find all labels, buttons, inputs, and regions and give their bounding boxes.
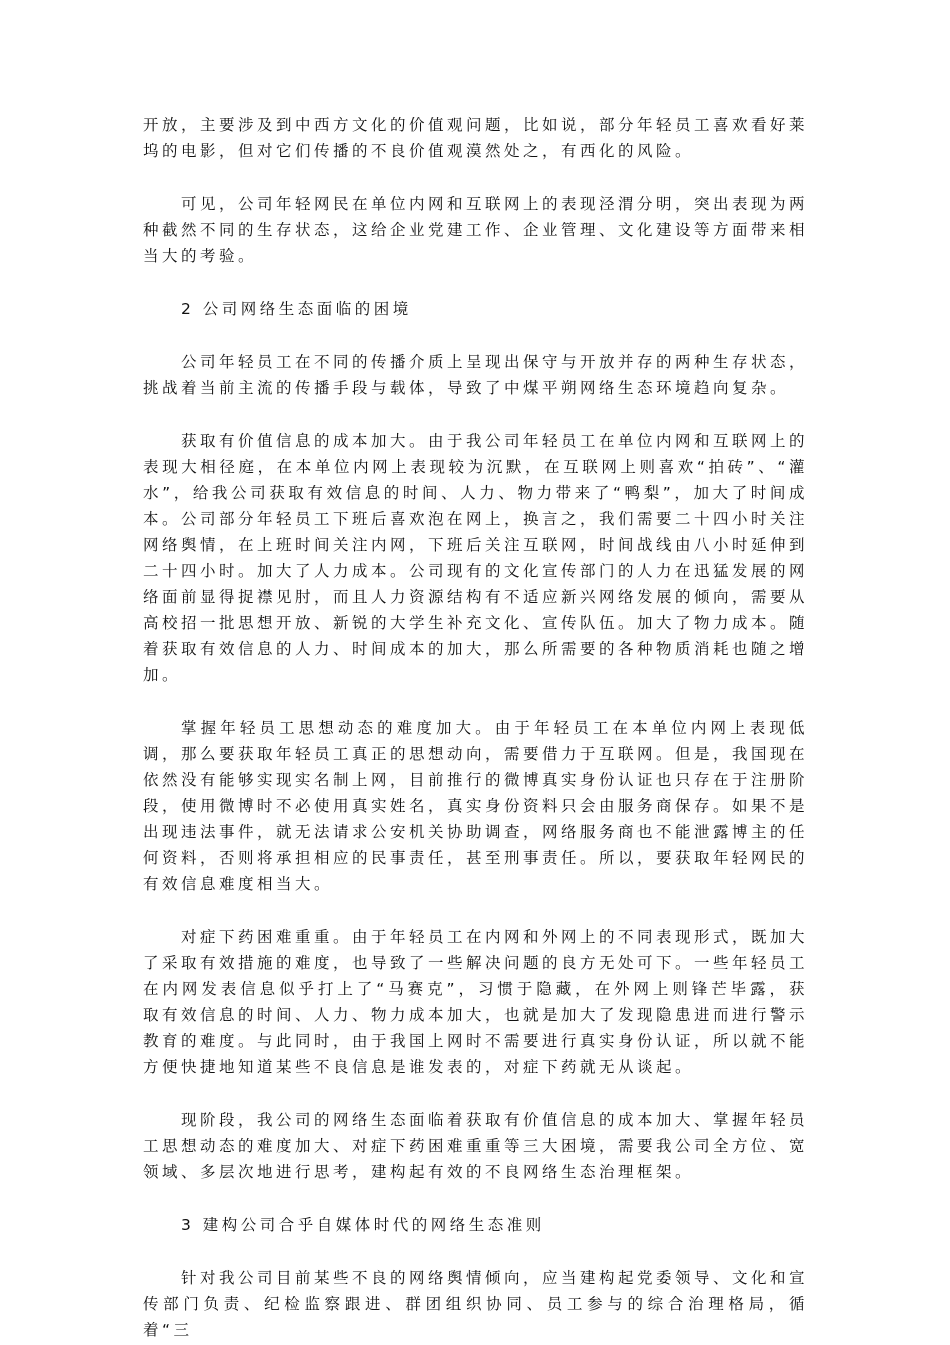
paragraph-summary-1: 可见，公司年轻网民在单位内网和互联网上的表现泾渭分明，突出表现为两种截然不同的生存状态，这给企业党建工作、企业管理、文化建设等方面带来相当大的考验。	[143, 195, 809, 265]
paragraph-continuation: 开放，主要涉及到中西方文化的价值观问题，比如说，部分年轻员工喜欢看好莱坞的电影，但对它们传播的不良价值观漠然处之，有西化的风险。	[143, 116, 809, 160]
document-page	[143, 112, 808, 1343]
paragraph-intro-3: 针对我公司目前某些不良的网络舆情倾向，应当建构起党委领导、文化和宣传部门负责、纪检监察跟进、群团组织协同、员工参与的综合治理格局，循着“三	[143, 1269, 809, 1339]
paragraph-remedy: 对症下药困难重重。由于年轻员工在内网和外网上的不同表现形式，既加大了采取有效措施的难度，也导致了一些解决问题的良方无处可下。一些年轻员工在内网发表信息似乎打上了“马赛克”，习惯于隐藏，在外网上则锋芒毕露，获取有效信息的时间、人力、物力成本加大，也就是加大了发现隐患进而进行警示教育的难度。与此同时，由于我国上网时不需要进行真实身份认证，所以就不能方便快捷地知道某些不良信息是谁发表的，对症下药就无从谈起。	[143, 928, 809, 1076]
section-heading-3: 3 建构公司合乎自媒体时代的网络生态准则	[181, 1216, 545, 1234]
paragraph-cost: 获取有价值信息的成本加大。由于我公司年轻员工在单位内网和互联网上的表现大相径庭，在本单位内网上表现较为沉默，在互联网上则喜欢“拍砖”、“灌水”，给我公司获取有效信息的时间、人力、物力带来了“鸭梨”，加大了时间成本。公司部分年轻员工下班后喜欢泡在网上，换言之，我们需要二十四小时关注网络舆情，在上班时间关注内网，下班后关注互联网，时间战线由八小时延伸到二十四小时。加大了人力成本。公司现有的文化宣传部门的人力在迅猛发展的网络面前显得捉襟见肘，而且人力资源结构有不适应新兴网络发展的倾向，需要从高校招一批思想开放、新锐的大学生补充文化、宣传队伍。加大了物力成本。随着获取有效信息的人力、时间成本的加大，那么所需要的各种物质消耗也随之增加。	[143, 432, 809, 684]
paragraph-difficulty: 掌握年轻员工思想动态的难度加大。由于年轻员工在本单位内网上表现低调，那么要获取年轻员工真正的思想动向，需要借力于互联网。但是，我国现在依然没有能够实现实名制上网，目前推行的微博真实身份认证也只存在于注册阶段，使用微博时不必使用真实姓名，真实身份资料只会由服务商保存。如果不是出现违法事件，就无法请求公安机关协助调查，网络服务商也不能泄露博主的任何资料，否则将承担相应的民事责任，甚至刑事责任。所以，要获取年轻网民的有效信息难度相当大。	[143, 719, 809, 893]
paragraph-intro-2: 公司年轻员工在不同的传播介质上呈现出保守与开放并存的两种生存状态，挑战着当前主流的传播手段与载体，导致了中煤平朔网络生态环境趋向复杂。	[143, 353, 809, 397]
paragraph-summary-2: 现阶段，我公司的网络生态面临着获取有价值信息的成本加大、掌握年轻员工思想动态的难度加大、对症下药困难重重等三大困境，需要我公司全方位、宽领域、多层次地进行思考，建构起有效的不良网络生态治理框架。	[143, 1111, 809, 1181]
section-heading-2: 2 公司网络生态面临的困境	[181, 300, 412, 318]
